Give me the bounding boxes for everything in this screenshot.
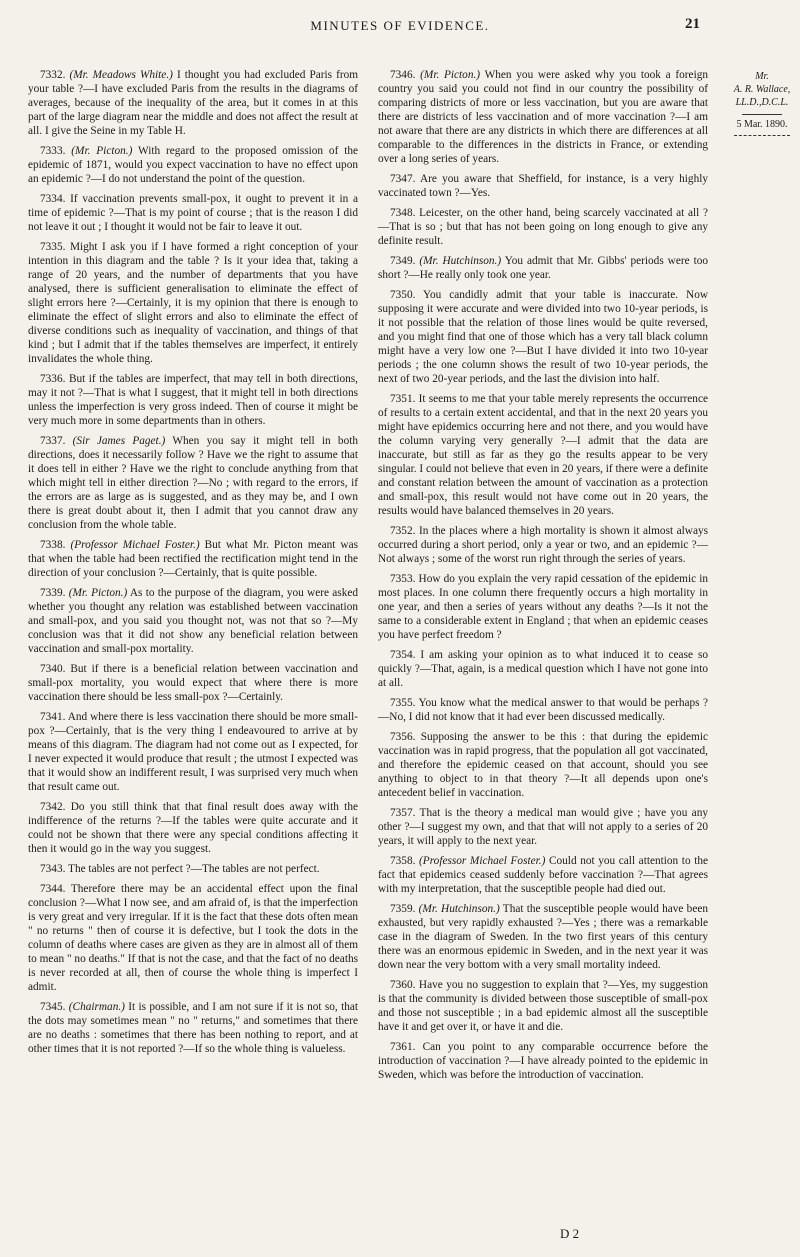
evidence-paragraph <box>378 978 708 1034</box>
question-number: 7332. <box>40 69 66 81</box>
question-number: 7338. <box>40 539 66 551</box>
evidence-paragraph <box>28 372 358 428</box>
evidence-paragraph <box>378 524 708 566</box>
question-number: 7353. <box>390 573 416 585</box>
evidence-paragraph <box>378 172 708 200</box>
question-answer-text: And where there is less vaccination there should be more small-pox ?—Certainly, that is the very thing I endeavoured to arrive at by means of this diagram. The diagram had not come out as I expected, for I never expected it would produce that result ; the utmost I expected was that it would show an indifferent result, I was surprised very much when that result came out. <box>28 711 358 793</box>
speaker-name: (Mr. Picton.) <box>71 145 133 157</box>
question-answer-text: You admit that Mr. Gibbs' periods were too short ?—He really only took one year. <box>378 255 709 281</box>
evidence-paragraph <box>378 392 708 518</box>
evidence-paragraph <box>378 902 708 972</box>
evidence-paragraph <box>378 1040 708 1082</box>
question-number: 7345. <box>40 1001 66 1013</box>
evidence-paragraph <box>378 254 708 282</box>
evidence-paragraph <box>28 586 358 656</box>
question-number: 7355. <box>390 697 416 709</box>
question-answer-text: How do you explain the very rapid cessation of the epidemic in most places. In one column there frequently occurs a high mortality in one year, and then a series of years without any deaths ?—Is it not the same to a considerable extent in England ; that when an epidemic ceases you have perfect freedom ? <box>378 573 709 641</box>
evidence-paragraph <box>28 882 358 994</box>
question-answer-text: If vaccination prevents small-pox, it ought to prevent it in a time of epidemic ?—That is my point of course ; that is the reason I did not leave it out ; I thought it would not be fair to leave it out. <box>28 193 359 233</box>
evidence-paragraph <box>28 862 358 876</box>
question-answer-text: But if there is a beneficial relation between vaccination and small-pox mortality, you would expect that where there is more vaccination there should be less small-pox ?—Certainly. <box>28 663 358 703</box>
question-answer-text: But if the tables are imperfect, that may tell in both directions, may it not ?—That is what I suggest, that it might tell in both directions unless the imperfection is very gross indeed. Then of course it might be very much more in some departments than in others. <box>28 373 358 427</box>
question-answer-text: I am asking your opinion as to what induced it to cease so quickly ?—That, again, is a medical question which I have not gone into at all. <box>378 649 709 689</box>
question-answer-text: Might I ask you if I have formed a right conception of your intention in this diagram and the table ? Is it your idea that, taking a range of 20 years, and the number of departments that you have analysed, there is sufficient generalisation to eliminate the effect of slight errors here ?—Certainly, it is my opinion that there is enough to eliminate the effect of slight errors and also to eliminate the effect of diverse conditions such as inequality of vaccination, and things of that kind ; but I admit that if the tables themselves are imperfect, it entirely invalidates the whole thing. <box>28 241 359 365</box>
question-answer-text: I thought you had excluded Paris from your table ?—I have excluded Paris from the results in the diagrams of averages, because of the inequality of the area, but it comes in at this part of the large diagram near the middle and does not affect the result at all. I give the Seine in my Table H. <box>28 69 359 137</box>
evidence-paragraph <box>28 144 358 186</box>
question-number: 7333. <box>40 145 66 157</box>
left-column <box>28 68 358 1062</box>
question-answer-text: You know what the medical answer to that would be perhaps ?—No, I did not know that it had ever been discussed medically. <box>378 697 709 723</box>
running-head: MINUTES OF EVIDENCE. <box>310 18 490 33</box>
signature-mark: D 2 <box>560 1226 580 1241</box>
question-answer-text: In the places where a high mortality is shown it almost always occurred during a short period, only a year or two, and an epidemic ?—Not always ; some of the worst run right through the series of years. <box>378 525 709 565</box>
question-number: 7335. <box>40 241 66 253</box>
question-number: 7354. <box>390 649 416 661</box>
question-answer-text: That is the theory a medical man would give ; have you any other ?—I suggest my own, and that that will not apply to a series of 20 years, it will apply to the next year. <box>378 807 708 847</box>
speaker-name: (Professor Michael Foster.) <box>70 539 200 551</box>
evidence-paragraph <box>28 68 358 138</box>
question-number: 7336. <box>40 373 66 385</box>
speaker-name: (Mr. Hutchinson.) <box>419 255 502 267</box>
question-answer-text: The tables are not perfect ?—The tables are not perfect. <box>68 863 320 875</box>
evidence-paragraph <box>28 710 358 794</box>
speaker-name: (Chairman.) <box>68 1001 125 1013</box>
question-answer-text: Have you no suggestion to explain that ?—Yes, my suggestion is that the community is divided between those susceptible of small-pox and those not susceptible ; in a bad epidemic almost all the susceptible have it and get over it, or have it and die. <box>378 979 709 1033</box>
evidence-paragraph <box>378 648 708 690</box>
question-number: 7358. <box>390 855 416 867</box>
speaker-name: (Mr. Picton.) <box>420 69 481 81</box>
question-number: 7339. <box>40 587 66 599</box>
evidence-paragraph <box>378 288 708 386</box>
evidence-paragraph <box>378 696 708 724</box>
margin-rule <box>742 114 782 115</box>
evidence-paragraph <box>378 206 708 248</box>
question-number: 7346. <box>390 69 416 81</box>
evidence-date: 5 Mar. 1890. <box>736 119 788 130</box>
evidence-paragraph <box>378 806 708 848</box>
evidence-paragraph <box>28 1000 358 1056</box>
question-answer-text: It is possible, and I am not sure if it is not so, that the dots may sometimes mean " no " returns," and sometimes that there are no deaths : sometimes that there has been nothing to report, and at other times that it is not reported ?—If so the whole thing is valueless. <box>28 1001 359 1055</box>
evidence-paragraph <box>378 572 708 642</box>
question-number: 7347. <box>390 173 416 185</box>
question-number: 7351. <box>390 393 416 405</box>
evidence-paragraph <box>378 68 708 166</box>
witness-degrees: LL.D.,D.C.L. <box>735 97 789 108</box>
question-number: 7349. <box>390 255 416 267</box>
question-number: 7348. <box>390 207 416 219</box>
question-number: 7361. <box>390 1041 416 1053</box>
question-answer-text: It seems to me that your table merely represents the occurrence of results to a certain extent accidental, and that in the next 20 years you might have epidemics occurring here and not there, and you would have the column varying very generally ?—I admit that the data are inaccurate, but still as far as they go the results appear to be very singular. I could not believe that even in 20 years, if there were a definite and constant relation between the amount of vaccination as a protection and small-pox, this result would not have come out in 20 years, the results would have balanced themselves in 20 years. <box>378 393 708 517</box>
right-column <box>378 68 708 1088</box>
evidence-paragraph <box>378 730 708 800</box>
speaker-name: (Mr. Picton.) <box>68 587 128 599</box>
evidence-paragraph <box>28 800 358 856</box>
question-answer-text: As to the purpose of the diagram, you were asked whether you thought any relation was established between vaccination and small-pox, and you said you thought not, was not that so ?—My conclusion was that it did not show any beneficial relation between vaccination and small-pox mortality. <box>28 587 359 655</box>
speaker-name: (Sir James Paget.) <box>72 435 166 447</box>
question-number: 7359. <box>390 903 416 915</box>
page-number: 21 <box>685 16 700 32</box>
margin-dashed-rule <box>734 135 790 136</box>
question-number: 7340. <box>40 663 66 675</box>
question-number: 7350. <box>390 289 416 301</box>
question-answer-text: That the susceptible people would have been exhausted, but very rapidly exhausted ?—Yes ; there was a remarkable case in the diagram of Sweden. In the two first years of this century there was an enormous epidemic in Sweden, and in the next year it was down near the very bottom with a very small mortality indeed. <box>378 903 708 971</box>
question-number: 7357. <box>390 807 416 819</box>
question-answer-text: When you were asked why you took a foreign country you said you could not find in our country the possibility of comparing districts of more or less vaccination, but you are aware that there are districts of less vaccination and of more vaccination ?—I am not aware that there are any districts in which there are differences at all comparable to the differences in the districts in France, or extending over a long series of years. <box>378 69 708 165</box>
question-number: 7343. <box>40 863 66 875</box>
question-number: 7352. <box>390 525 416 537</box>
speaker-name: (Professor Michael Foster.) <box>419 855 546 867</box>
question-answer-text: Are you aware that Sheffield, for instance, is a very highly vaccinated town ?—Yes. <box>378 173 709 199</box>
question-number: 7341. <box>40 711 66 723</box>
question-answer-text: Could not you call attention to the fact that epidemics ceased suddenly before vaccination ?—That agrees with my interpretation, that the susceptible people had died out. <box>378 855 708 895</box>
question-number: 7356. <box>390 731 416 743</box>
margin-note <box>728 70 796 140</box>
question-answer-text: Do you still think that that final result does away with the indifference of the returns ?—If the tables were quite accurate and it could not be shown that there were any special conditions affecting it then it would go in the way you suggest. <box>28 801 358 855</box>
question-answer-text: Therefore there may be an accidental effect upon the final conclusion ?—What I now see, and am afraid of, is that the imperfection is very great and very irregular. If it is the fact that these dots often mean " no returns " then of course it is defective, but I took the dots in the column of deaths where cases are given as they are in almost all of them to mean " no deaths." If that is not the case, and that the fact of no deaths is never recorded at all, then of course the whole thing is imperfect I admit. <box>28 883 358 993</box>
witness-title: Mr. <box>755 71 769 82</box>
evidence-paragraph <box>28 240 358 366</box>
question-answer-text: With regard to the proposed omission of the epidemic of 1871, would you expect vaccination to have no effect upon an epidemic ?—I do not understand the point of the question. <box>28 145 358 185</box>
question-answer-text: Leicester, on the other hand, being scarcely vaccinated at all ?—That is so ; but that has not been going on long enough to give any definite result. <box>378 207 708 247</box>
question-answer-text: You candidly admit that your table is inaccurate. Now supposing it were accurate and were divided into two 10-year periods, is it not possible that the relation of those lines would be quite reversed, and you might find that one of those which has a very tall black column might have a very low one ?—But I have divided it into two 10-year periods ; the one column shows the result of two 10-year periods, the next of two 20-year periods, and the last the division into half. <box>378 289 708 385</box>
question-answer-text: Supposing the answer to be this : that during the epidemic vaccination was in rapid progress, that the population all got vaccinated, and therefore the epidemic ceased on that account, should you see anything to object to in that theory ?—It all depends upon one's antecedent belief in vaccination. <box>378 731 709 799</box>
question-number: 7342. <box>40 801 66 813</box>
evidence-paragraph <box>28 434 358 532</box>
question-answer-text: But what Mr. Picton meant was that when the table had been rectified the rectification might tend in the direction of your conclusion ?—Certainly, that is quite possible. <box>28 539 358 579</box>
question-number: 7344. <box>40 883 66 895</box>
page-header <box>0 16 800 38</box>
speaker-name: (Mr. Hutchinson.) <box>418 903 500 915</box>
witness-name: A. R. Wallace, <box>733 84 791 95</box>
question-answer-text: When you say it might tell in both directions, does it necessarily follow ? Have we the right to assume that it does tell in either ? Have we the right to conclude anything from that which might tell in either direction ?—No ; with regard to the errors, if the errors are as large as is suggested, and as they may be, and I own there is great doubt about it, then I admit that you cannot draw any conclusion from the whole table. <box>28 435 359 531</box>
speaker-name: (Mr. Meadows White.) <box>69 69 173 81</box>
question-number: 7360. <box>390 979 416 991</box>
evidence-paragraph <box>28 662 358 704</box>
question-number: 7337. <box>40 435 66 447</box>
evidence-paragraph <box>378 854 708 896</box>
evidence-paragraph <box>28 192 358 234</box>
question-answer-text: Can you point to any comparable occurrence before the introduction of vaccination ?—I have already pointed to the epidemic in Sweden, which was before the introduction of vaccination. <box>378 1041 708 1081</box>
question-number: 7334. <box>40 193 66 205</box>
evidence-paragraph <box>28 538 358 580</box>
